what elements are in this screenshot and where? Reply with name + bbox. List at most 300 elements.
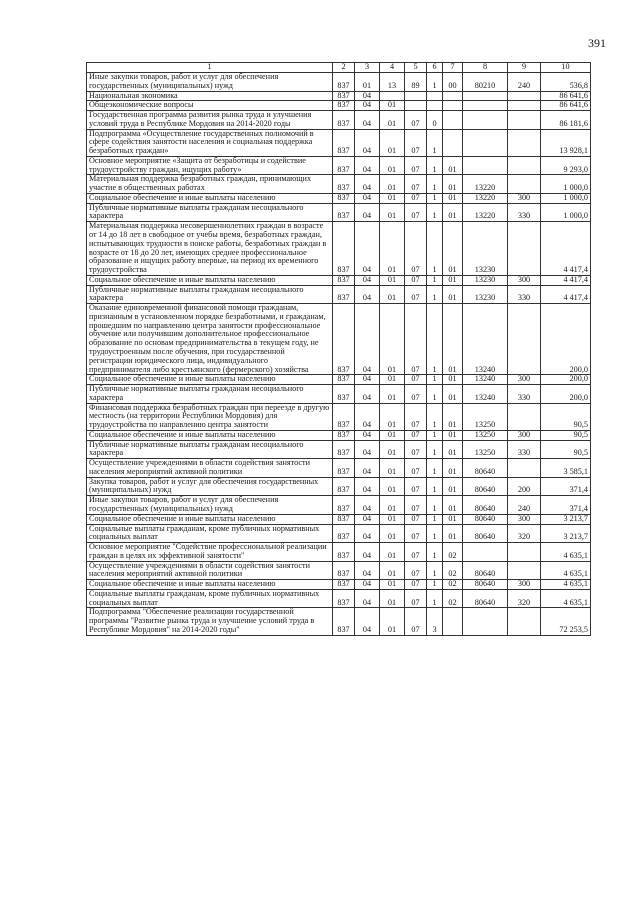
row-section: 04	[355, 203, 380, 222]
row-subprogram: 1	[427, 589, 443, 608]
row-name: Государственная программа развития рынка труда и улучшения условий труда в Республике Мордовия на 2014-2020 годы	[87, 111, 333, 130]
row-ministry: 837	[333, 477, 355, 496]
page-number: 391	[588, 36, 606, 50]
col-header-3: 3	[355, 63, 380, 73]
row-expense-type: 330	[508, 285, 541, 304]
table-row	[87, 589, 591, 608]
row-name: Подпрограмма «Осуществление государственных полномочий в сфере содействия занятости населения и социальная поддержка безработных граждан»	[87, 129, 333, 156]
row-direction	[463, 156, 508, 175]
row-activity	[443, 101, 463, 111]
row-name: Национальная экономика	[87, 91, 333, 101]
row-amount: 371,4	[541, 496, 591, 515]
row-ministry: 837	[333, 203, 355, 222]
row-ministry: 837	[333, 156, 355, 175]
row-activity	[443, 129, 463, 156]
header-row	[87, 63, 591, 73]
row-ministry: 837	[333, 375, 355, 385]
row-direction: 13230	[463, 275, 508, 285]
row-name: Общеэкономические вопросы	[87, 101, 333, 111]
row-program: 07	[405, 430, 427, 440]
row-ministry: 837	[333, 91, 355, 101]
row-section: 04	[355, 101, 380, 111]
row-subsection: 01	[380, 111, 405, 130]
row-subprogram: 1	[427, 175, 443, 194]
row-subsection: 01	[380, 608, 405, 635]
col-header-2: 2	[333, 63, 355, 73]
row-amount: 13 928,1	[541, 129, 591, 156]
row-program: 07	[405, 375, 427, 385]
row-program: 07	[405, 561, 427, 580]
row-ministry: 837	[333, 193, 355, 203]
row-subprogram: 1	[427, 285, 443, 304]
table-row	[87, 561, 591, 580]
table-row	[87, 524, 591, 543]
row-section: 04	[355, 193, 380, 203]
row-expense-type: 300	[508, 275, 541, 285]
row-subprogram: 3	[427, 608, 443, 635]
row-subsection: 01	[380, 275, 405, 285]
row-section: 04	[355, 440, 380, 459]
row-subsection: 01	[380, 477, 405, 496]
row-subsection: 01	[380, 193, 405, 203]
row-name: Социальное обеспечение и иные выплаты населению	[87, 375, 333, 385]
row-direction: 80640	[463, 524, 508, 543]
row-subprogram: 1	[427, 430, 443, 440]
row-amount: 86 641,6	[541, 101, 591, 111]
row-subprogram: 1	[427, 543, 443, 562]
row-section: 04	[355, 524, 380, 543]
row-subsection: 01	[380, 175, 405, 194]
row-name: Материальная поддержка безработных граждан, принимающих участие в общественных работах	[87, 175, 333, 194]
table-row	[87, 496, 591, 515]
row-amount: 4 635,1	[541, 580, 591, 590]
row-direction: 13230	[463, 222, 508, 276]
row-name: Основное мероприятие «Защита от безработицы и содействие трудоустройству граждан, ищущих работу»	[87, 156, 333, 175]
row-activity: 01	[443, 156, 463, 175]
row-activity: 01	[443, 430, 463, 440]
row-expense-type	[508, 543, 541, 562]
col-header-1: 1	[87, 63, 333, 73]
row-expense-type	[508, 156, 541, 175]
row-activity: 01	[443, 375, 463, 385]
row-name: Социальное обеспечение и иные выплаты населению	[87, 275, 333, 285]
row-name: Иные закупки товаров, работ и услуг для обеспечения государственных (муниципальных) нужд	[87, 496, 333, 515]
row-subprogram: 1	[427, 375, 443, 385]
row-section: 04	[355, 496, 380, 515]
row-subprogram: 1	[427, 580, 443, 590]
row-direction: 13220	[463, 203, 508, 222]
row-activity	[443, 608, 463, 635]
row-ministry: 837	[333, 543, 355, 562]
col-header-9: 9	[508, 63, 541, 73]
row-expense-type: 300	[508, 430, 541, 440]
table-row	[87, 608, 591, 635]
row-expense-type	[508, 608, 541, 635]
table-row	[87, 514, 591, 524]
row-subprogram: 1	[427, 203, 443, 222]
row-subsection: 01	[380, 304, 405, 375]
row-amount: 1 000,0	[541, 193, 591, 203]
row-subsection: 01	[380, 524, 405, 543]
row-ministry: 837	[333, 514, 355, 524]
row-amount: 3 213,7	[541, 524, 591, 543]
row-activity: 01	[443, 496, 463, 515]
row-direction: 13250	[463, 440, 508, 459]
row-name: Финансовая поддержка безработных граждан при переезде в другую местность (на территории Республики Мордовия) для трудоустройства по направлению центра занятости	[87, 403, 333, 430]
row-program: 07	[405, 496, 427, 515]
row-section: 04	[355, 275, 380, 285]
row-ministry: 837	[333, 73, 355, 92]
row-section: 04	[355, 285, 380, 304]
row-expense-type: 240	[508, 496, 541, 515]
row-activity: 02	[443, 580, 463, 590]
row-direction: 13250	[463, 403, 508, 430]
row-program: 07	[405, 156, 427, 175]
row-direction: 13250	[463, 430, 508, 440]
row-amount: 86 641,6	[541, 91, 591, 101]
row-ministry: 837	[333, 561, 355, 580]
row-subprogram: 1	[427, 129, 443, 156]
row-name: Социальные выплаты гражданам, кроме публичных нормативных социальных выплат	[87, 589, 333, 608]
table-row	[87, 580, 591, 590]
row-section: 04	[355, 222, 380, 276]
row-subprogram	[427, 91, 443, 101]
row-ministry: 837	[333, 524, 355, 543]
row-subprogram: 1	[427, 222, 443, 276]
row-program	[405, 101, 427, 111]
row-program: 07	[405, 385, 427, 404]
row-name: Закупка товаров, работ и услуг для обеспечения государственных (муниципальных) нужд	[87, 477, 333, 496]
row-amount: 1 000,0	[541, 203, 591, 222]
row-section: 04	[355, 459, 380, 478]
row-section: 04	[355, 175, 380, 194]
row-activity: 01	[443, 514, 463, 524]
table-row	[87, 440, 591, 459]
row-subprogram: 1	[427, 73, 443, 92]
row-direction: 80640	[463, 496, 508, 515]
col-header-6: 6	[427, 63, 443, 73]
row-subprogram: 1	[427, 275, 443, 285]
row-expense-type	[508, 91, 541, 101]
row-ministry: 837	[333, 385, 355, 404]
row-expense-type: 300	[508, 375, 541, 385]
row-ministry: 837	[333, 496, 355, 515]
table-row	[87, 304, 591, 375]
row-amount: 90,5	[541, 440, 591, 459]
row-program: 07	[405, 608, 427, 635]
row-ministry: 837	[333, 459, 355, 478]
row-subprogram: 1	[427, 304, 443, 375]
table-row	[87, 73, 591, 92]
row-expense-type: 300	[508, 193, 541, 203]
row-program: 07	[405, 403, 427, 430]
table-row	[87, 175, 591, 194]
row-ministry: 837	[333, 222, 355, 276]
row-subprogram: 1	[427, 561, 443, 580]
row-expense-type: 330	[508, 385, 541, 404]
row-activity: 01	[443, 203, 463, 222]
row-section: 04	[355, 403, 380, 430]
row-ministry: 837	[333, 440, 355, 459]
row-direction: 13230	[463, 285, 508, 304]
row-program: 07	[405, 129, 427, 156]
row-activity: 01	[443, 403, 463, 430]
row-section: 04	[355, 561, 380, 580]
row-section: 04	[355, 385, 380, 404]
col-header-5: 5	[405, 63, 427, 73]
row-section: 04	[355, 304, 380, 375]
row-ministry: 837	[333, 111, 355, 130]
row-ministry: 837	[333, 403, 355, 430]
row-name: Материальная поддержка несовершеннолетних граждан в возрасте от 14 до 18 лет в свободное от учебы время, безработных граждан, испытывающих трудности в поиске работы, безработных граждан в возрасте от 18 до 20 лет, имеющих среднее профессиональное образование и ищущих работу впервые, на период их временного трудоустройства	[87, 222, 333, 276]
row-subsection: 01	[380, 403, 405, 430]
row-subsection: 01	[380, 440, 405, 459]
row-expense-type: 330	[508, 203, 541, 222]
row-expense-type	[508, 561, 541, 580]
col-header-10: 10	[541, 63, 591, 73]
row-direction: 80640	[463, 459, 508, 478]
row-subsection: 01	[380, 543, 405, 562]
row-ministry: 837	[333, 580, 355, 590]
row-subsection: 01	[380, 496, 405, 515]
row-section: 04	[355, 375, 380, 385]
row-amount: 4 635,1	[541, 543, 591, 562]
row-activity: 02	[443, 543, 463, 562]
row-direction	[463, 111, 508, 130]
row-subsection: 01	[380, 459, 405, 478]
row-program: 89	[405, 73, 427, 92]
row-program: 07	[405, 440, 427, 459]
row-amount: 4 417,4	[541, 275, 591, 285]
row-direction: 13240	[463, 385, 508, 404]
row-direction	[463, 91, 508, 101]
row-ministry: 837	[333, 175, 355, 194]
row-direction: 80640	[463, 561, 508, 580]
row-amount: 3 213,7	[541, 514, 591, 524]
row-expense-type: 320	[508, 524, 541, 543]
row-section: 04	[355, 129, 380, 156]
row-direction: 80640	[463, 589, 508, 608]
table-row	[87, 385, 591, 404]
table-row	[87, 111, 591, 130]
row-subprogram: 0	[427, 111, 443, 130]
row-program: 07	[405, 304, 427, 375]
row-name: Осуществление учреждениями в области содействия занятости населения мероприятий активной политики	[87, 561, 333, 580]
row-amount: 536,8	[541, 73, 591, 92]
row-activity: 01	[443, 304, 463, 375]
row-section: 04	[355, 543, 380, 562]
row-expense-type: 300	[508, 514, 541, 524]
row-expense-type	[508, 111, 541, 130]
row-amount: 4 635,1	[541, 561, 591, 580]
row-ministry: 837	[333, 275, 355, 285]
row-activity: 01	[443, 524, 463, 543]
row-section: 04	[355, 589, 380, 608]
row-activity: 01	[443, 440, 463, 459]
row-ministry: 837	[333, 101, 355, 111]
row-subprogram: 1	[427, 156, 443, 175]
row-subprogram: 1	[427, 514, 443, 524]
row-ministry: 837	[333, 608, 355, 635]
row-amount: 371,4	[541, 477, 591, 496]
row-section: 04	[355, 91, 380, 101]
table-row	[87, 193, 591, 203]
row-subsection: 01	[380, 222, 405, 276]
row-direction: 13240	[463, 304, 508, 375]
row-section: 04	[355, 111, 380, 130]
row-expense-type: 330	[508, 440, 541, 459]
table-row	[87, 222, 591, 276]
row-amount: 4 635,1	[541, 589, 591, 608]
row-name: Осуществление учреждениями в области содействия занятости населения мероприятий активной политики	[87, 459, 333, 478]
row-amount: 9 293,0	[541, 156, 591, 175]
row-program: 07	[405, 514, 427, 524]
table-row	[87, 477, 591, 496]
table-row	[87, 459, 591, 478]
row-activity: 02	[443, 589, 463, 608]
row-activity: 01	[443, 477, 463, 496]
row-amount: 200,0	[541, 304, 591, 375]
row-direction: 80640	[463, 477, 508, 496]
row-subprogram: 1	[427, 403, 443, 430]
row-section: 04	[355, 477, 380, 496]
row-program: 07	[405, 111, 427, 130]
row-amount: 72 253,5	[541, 608, 591, 635]
table-row	[87, 203, 591, 222]
row-subprogram: 1	[427, 524, 443, 543]
row-subsection: 01	[380, 589, 405, 608]
row-section: 04	[355, 514, 380, 524]
row-direction	[463, 101, 508, 111]
row-name: Социальное обеспечение и иные выплаты населению	[87, 580, 333, 590]
row-program: 07	[405, 459, 427, 478]
row-program: 07	[405, 193, 427, 203]
row-expense-type	[508, 175, 541, 194]
row-expense-type	[508, 459, 541, 478]
row-name: Публичные нормативные выплаты гражданам несоциального характера	[87, 385, 333, 404]
row-subsection: 01	[380, 580, 405, 590]
row-activity: 01	[443, 275, 463, 285]
row-subsection: 01	[380, 285, 405, 304]
row-subprogram: 1	[427, 385, 443, 404]
row-subsection: 01	[380, 129, 405, 156]
budget-table	[86, 62, 591, 636]
row-direction: 80640	[463, 580, 508, 590]
row-expense-type	[508, 403, 541, 430]
row-subprogram: 1	[427, 440, 443, 459]
row-activity: 01	[443, 175, 463, 194]
row-name: Публичные нормативные выплаты гражданам несоциального характера	[87, 203, 333, 222]
row-program: 07	[405, 175, 427, 194]
row-expense-type: 320	[508, 589, 541, 608]
row-name: Оказание единовременной финансовой помощи гражданам, признанным в установленном порядке безработными, и гражданам, прошедшим по направлению центра занятости профессиональное обучение или получившим дополнительное профессиональное образование по основам предпринимательства в текущем году, не трудоустроенным после обучения, при государственной регистрации юридического лица, индивидуального предпринимателя либо крестьянского (фермерского) хозяйства	[87, 304, 333, 375]
row-subsection: 01	[380, 385, 405, 404]
col-header-7: 7	[443, 63, 463, 73]
row-subsection: 13	[380, 73, 405, 92]
table-row	[87, 430, 591, 440]
row-amount: 90,5	[541, 430, 591, 440]
row-program	[405, 91, 427, 101]
row-ministry: 837	[333, 589, 355, 608]
row-name: Публичные нормативные выплаты гражданам несоциального характера	[87, 285, 333, 304]
row-subsection: 01	[380, 101, 405, 111]
row-activity: 02	[443, 561, 463, 580]
row-activity	[443, 91, 463, 101]
row-activity	[443, 111, 463, 130]
table-row	[87, 403, 591, 430]
table-row	[87, 129, 591, 156]
row-expense-type	[508, 222, 541, 276]
row-subprogram: 1	[427, 193, 443, 203]
row-activity: 00	[443, 73, 463, 92]
row-expense-type: 200	[508, 477, 541, 496]
row-direction: 13240	[463, 375, 508, 385]
row-amount: 86 181,6	[541, 111, 591, 130]
row-subsection: 01	[380, 561, 405, 580]
row-name: Публичные нормативные выплаты гражданам несоциального характера	[87, 440, 333, 459]
row-program: 07	[405, 589, 427, 608]
row-amount: 90,5	[541, 403, 591, 430]
row-program: 07	[405, 275, 427, 285]
row-section: 04	[355, 156, 380, 175]
col-header-4: 4	[380, 63, 405, 73]
row-name: Социальные выплаты гражданам, кроме публичных нормативных социальных выплат	[87, 524, 333, 543]
row-subsection: 01	[380, 203, 405, 222]
row-direction: 13220	[463, 175, 508, 194]
row-program: 07	[405, 222, 427, 276]
row-section: 04	[355, 608, 380, 635]
col-header-8: 8	[463, 63, 508, 73]
row-direction: 80640	[463, 514, 508, 524]
row-expense-type: 300	[508, 580, 541, 590]
row-subprogram: 1	[427, 496, 443, 515]
table-row	[87, 275, 591, 285]
row-expense-type: 240	[508, 73, 541, 92]
row-section: 01	[355, 73, 380, 92]
table-row	[87, 285, 591, 304]
table-row	[87, 543, 591, 562]
row-subsection: 01	[380, 430, 405, 440]
row-program: 07	[405, 285, 427, 304]
row-expense-type	[508, 129, 541, 156]
row-subsection: 01	[380, 156, 405, 175]
row-expense-type	[508, 304, 541, 375]
row-program: 07	[405, 580, 427, 590]
row-activity: 01	[443, 193, 463, 203]
row-direction: 80210	[463, 73, 508, 92]
row-name: Подпрограмма "Обеспечение реализации государственной программы "Развитие рынка труда и улучшение условий труда в Республике Мордовия" на 2014-2020 годы"	[87, 608, 333, 635]
row-amount: 200,0	[541, 375, 591, 385]
row-program: 07	[405, 524, 427, 543]
row-program: 07	[405, 203, 427, 222]
row-direction	[463, 608, 508, 635]
row-subsection: 01	[380, 514, 405, 524]
row-subsection: 01	[380, 375, 405, 385]
row-amount: 3 585,1	[541, 459, 591, 478]
row-ministry: 837	[333, 304, 355, 375]
row-activity: 01	[443, 385, 463, 404]
row-direction: 13220	[463, 193, 508, 203]
row-section: 04	[355, 430, 380, 440]
row-name: Социальное обеспечение и иные выплаты населению	[87, 514, 333, 524]
row-expense-type	[508, 101, 541, 111]
row-subprogram	[427, 101, 443, 111]
row-ministry: 837	[333, 285, 355, 304]
row-amount: 200,0	[541, 385, 591, 404]
row-ministry: 837	[333, 430, 355, 440]
row-activity: 01	[443, 459, 463, 478]
row-program: 07	[405, 543, 427, 562]
